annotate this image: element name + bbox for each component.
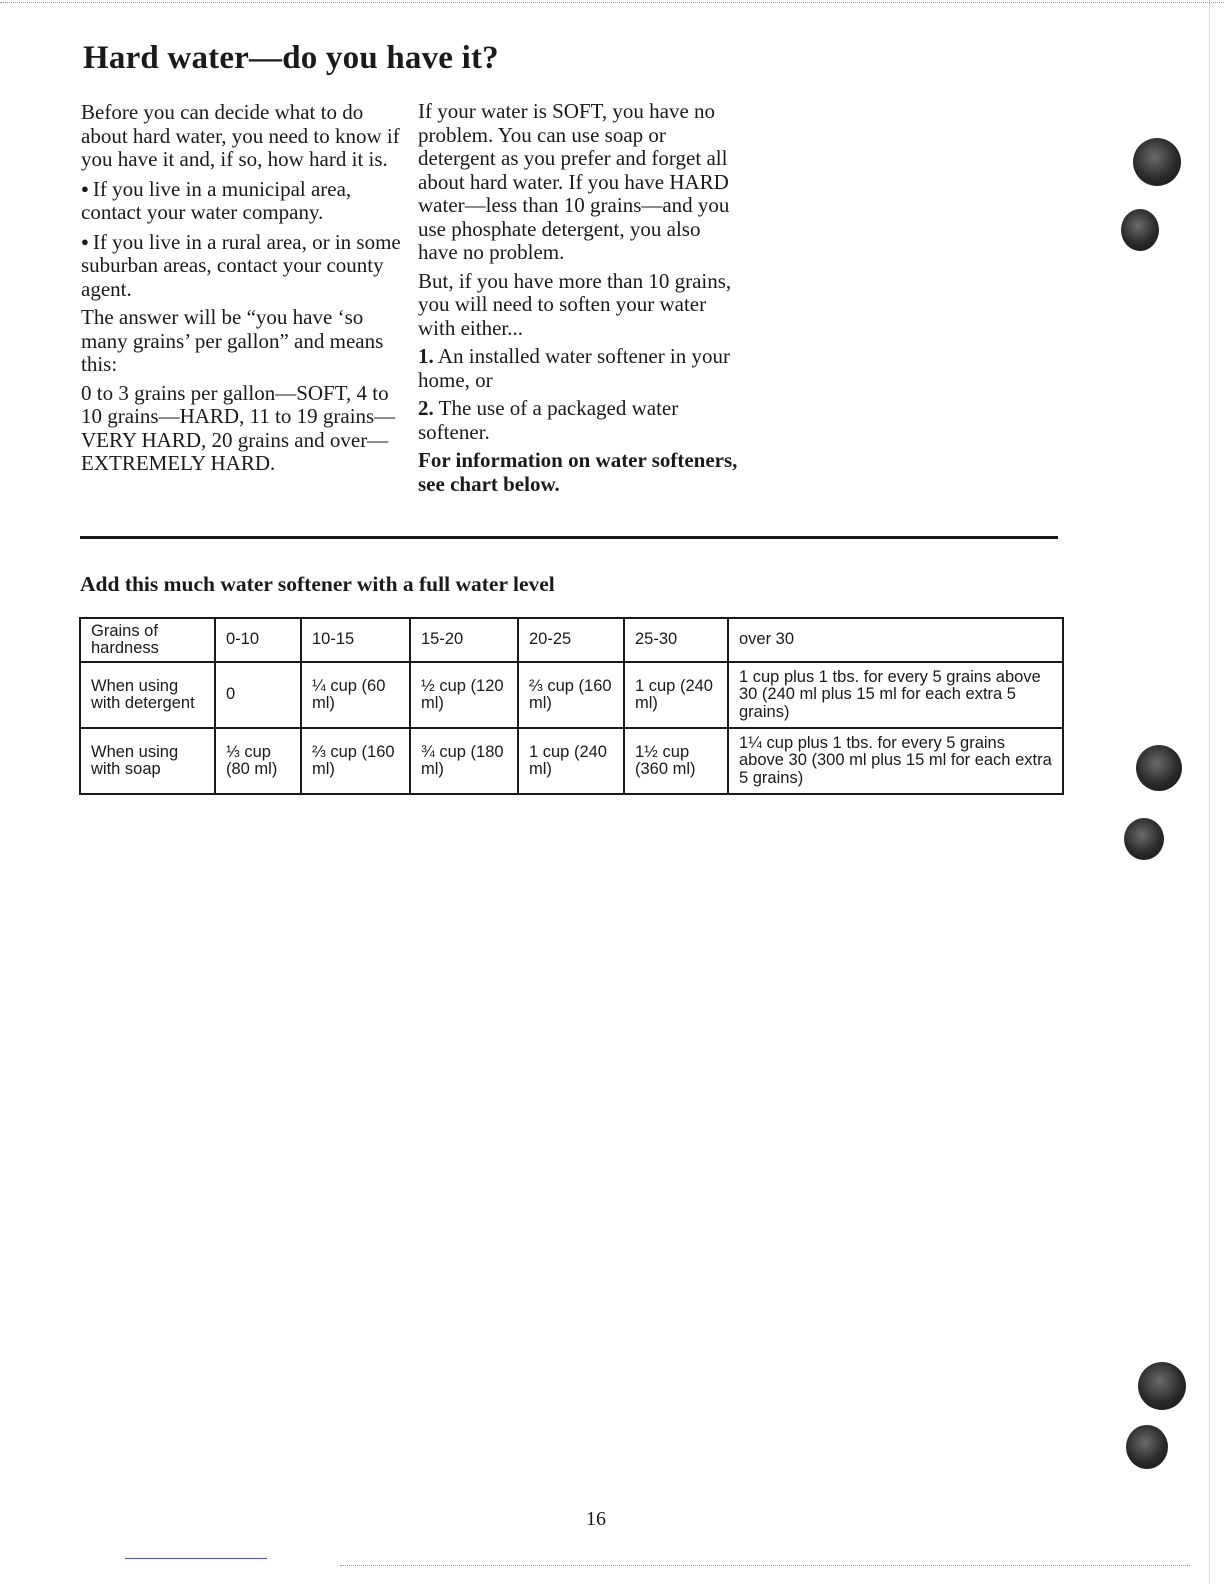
right-column	[418, 100, 738, 501]
table-cell: 1 cup plus 1 tbs. for every 5 grains above 30 (240 ml plus 15 ml for each extra 5 grains)	[728, 662, 1063, 728]
header-cell: 15-20	[410, 618, 518, 662]
page-number: 16	[586, 1508, 606, 1530]
intro-paragraph: Before you can decide what to do about hard water, you need to know if you have it and, if so, how hard it is.	[81, 100, 400, 171]
row-label-cell: When using with soap	[80, 728, 215, 794]
option-1-text: An installed water softener in your home, or	[418, 344, 731, 392]
table-cell: 0	[215, 662, 301, 728]
bullet-municipal-text: If you live in a municipal area, contact your water company.	[81, 176, 352, 224]
option-1	[418, 345, 738, 392]
header-cell: over 30	[728, 618, 1063, 662]
header-cell: 10-15	[301, 618, 410, 662]
chart-reference-note: For information on water softeners, see chart below.	[418, 448, 738, 496]
bullet-icon: ●	[81, 233, 89, 249]
table-cell: ⅔ cup (160 ml)	[301, 728, 410, 794]
page-title: Hard water—do you have it?	[83, 40, 499, 76]
table-cell: ¾ cup (180 ml)	[410, 728, 518, 794]
option-2	[418, 397, 738, 444]
right-edge-margin	[1209, 0, 1210, 1584]
answer-paragraph: The answer will be “you have ‘so many grains’ per gallon” and means this:	[81, 305, 384, 376]
header-cell: 25-30	[624, 618, 728, 662]
table-cell: ¼ cup (60 ml)	[301, 662, 410, 728]
table-cell: 1 cup (240 ml)	[624, 662, 728, 728]
table-cell: 1½ cup (360 ml)	[624, 728, 728, 794]
header-cell: 20-25	[518, 618, 624, 662]
table-cell: ½ cup (120 ml)	[410, 662, 518, 728]
hardness-scale: 0 to 3 grains per gallon—SOFT, 4 to 10 grains—HARD, 11 to 19 grains—VERY HARD, 20 grains and over—EXTREMELY HARD.	[81, 380, 396, 475]
binder-hole	[1133, 138, 1181, 186]
section-divider	[80, 536, 1058, 539]
hard-water-paragraph: But, if you have more than 10 grains, you will need to soften your water with either...	[418, 268, 732, 340]
header-cell: 0-10	[215, 618, 301, 662]
bullet-rural	[81, 230, 406, 302]
table-cell: ⅓ cup (80 ml)	[215, 728, 301, 794]
binder-hole	[1138, 1362, 1186, 1410]
table-row-detergent	[80, 662, 1063, 728]
binder-hole	[1136, 745, 1182, 791]
option-2-text: The use of a packaged water softener.	[418, 396, 679, 444]
softener-table	[79, 617, 1064, 795]
binder-hole	[1124, 818, 1164, 860]
table-row-soap	[80, 728, 1063, 794]
soft-water-paragraph: If your water is SOFT, you have no problem. You can use soap or detergent as you prefer and forget all about hard water. If you have HARD water—less than 10 grains—and you use phosphate detergent, you also have no problem.	[418, 99, 730, 264]
table-header-row	[80, 618, 1063, 662]
header-cell: Grains of hardness	[80, 618, 215, 662]
left-column	[81, 101, 406, 481]
chart-title: Add this much water softener with a full water level	[80, 572, 555, 596]
row-label-cell: When using with detergent	[80, 662, 215, 728]
bullet-rural-text: If you live in a rural area, or in some suburban areas, contact your county agent.	[81, 229, 401, 301]
binder-hole	[1121, 209, 1159, 251]
binder-hole	[1126, 1425, 1168, 1469]
table-cell: 1¼ cup plus 1 tbs. for every 5 grains above 30 (300 ml plus 15 ml for each extra 5 grains)	[728, 728, 1063, 794]
table-cell: 1 cup (240 ml)	[518, 728, 624, 794]
option-1-number: 1.	[418, 344, 434, 368]
bullet-icon: ●	[81, 180, 89, 196]
footer-rule	[340, 1565, 1190, 1566]
footer-link-line	[125, 1558, 267, 1559]
table-cell: ⅔ cup (160 ml)	[518, 662, 624, 728]
bullet-municipal	[81, 177, 406, 225]
top-edge-rule	[0, 2, 1224, 3]
option-2-number: 2.	[418, 396, 434, 420]
